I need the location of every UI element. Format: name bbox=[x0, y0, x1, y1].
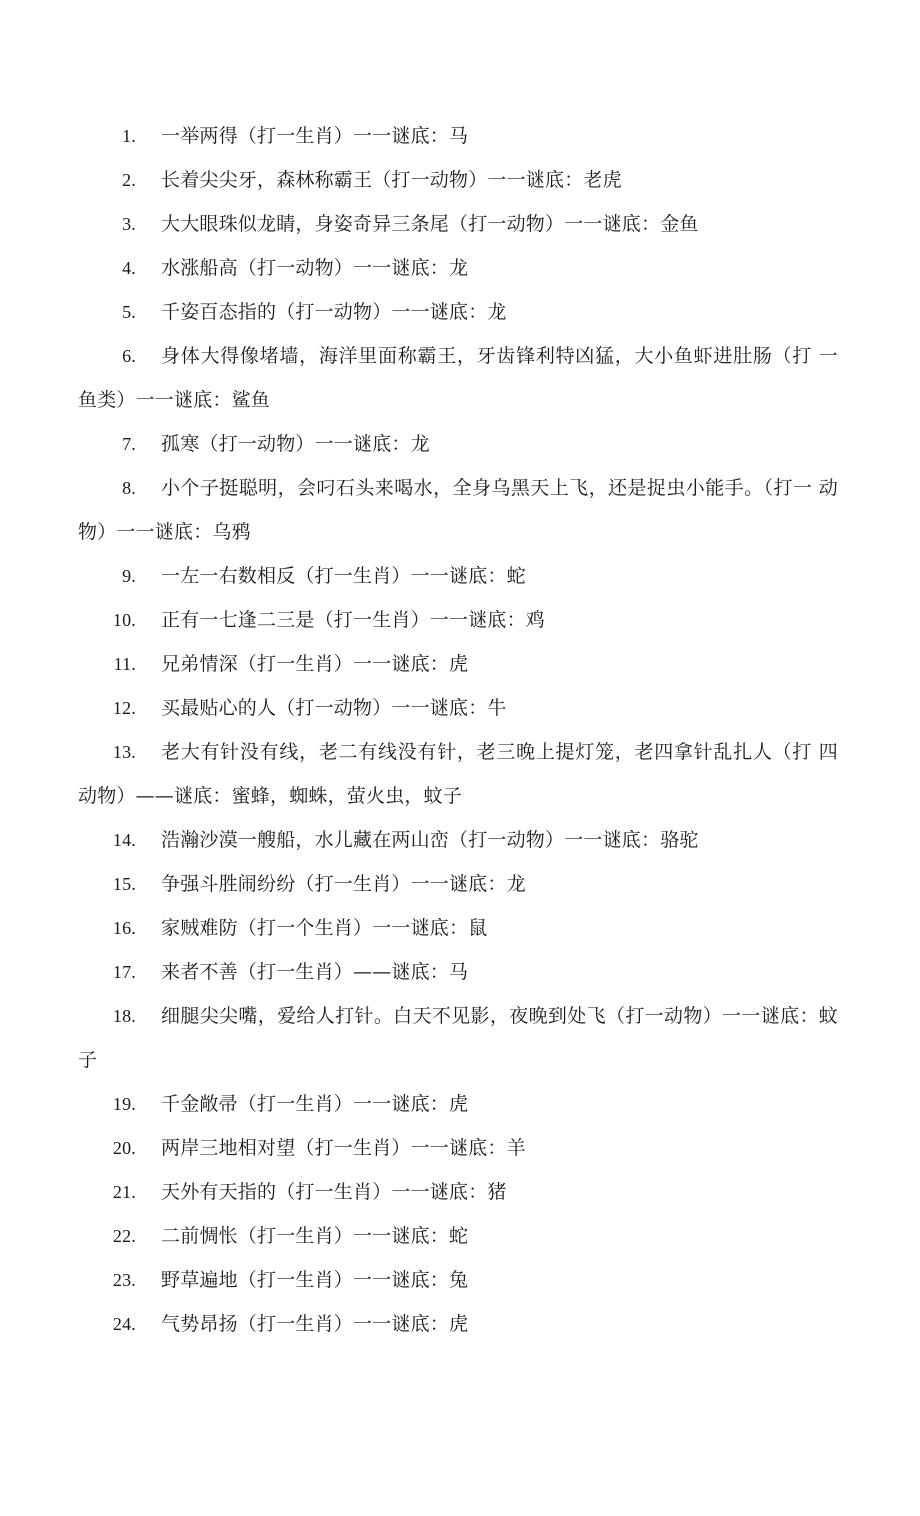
list-item bbox=[78, 686, 838, 730]
riddle-text: 一举两得（打一生肖）一一谜底：马 bbox=[161, 125, 469, 147]
list-item bbox=[78, 730, 838, 818]
item-number: 4. bbox=[122, 258, 136, 278]
item-number: 21. bbox=[112, 1182, 136, 1202]
list-item bbox=[78, 422, 838, 466]
riddle-text: 两岸三地相对望（打一生肖）一一谜底：羊 bbox=[161, 1137, 526, 1159]
riddle-text: 野草遍地（打一生肖）一一谜底：兔 bbox=[161, 1269, 469, 1291]
riddle-text: 争强斗胜闹纷纷（打一生肖）一一谜底：龙 bbox=[161, 873, 526, 895]
item-number: 23. bbox=[112, 1270, 136, 1290]
item-number: 5. bbox=[122, 302, 136, 322]
list-item bbox=[78, 1082, 838, 1126]
item-number: 9. bbox=[122, 566, 136, 586]
list-item bbox=[78, 334, 838, 422]
riddle-text: 家贼难防（打一个生肖）一一谜底：鼠 bbox=[161, 917, 488, 939]
riddle-text: 一左一右数相反（打一生肖）一一谜底：蛇 bbox=[161, 565, 526, 587]
item-number: 10. bbox=[112, 610, 136, 630]
riddle-text: 大大眼珠似龙睛，身姿奇异三条尾（打一动物）一一谜底：金鱼 bbox=[161, 213, 699, 235]
list-item bbox=[78, 290, 838, 334]
list-item bbox=[78, 466, 838, 554]
list-item bbox=[78, 818, 838, 862]
item-number: 14. bbox=[112, 830, 136, 850]
item-number: 15. bbox=[112, 874, 136, 894]
item-number: 18. bbox=[112, 1006, 136, 1026]
riddle-text: 气势昂扬（打一生肖）一一谜底：虎 bbox=[161, 1313, 469, 1335]
riddle-text: 老大有针没有线，老二有线没有针，老三晚上提灯笼，老四拿针乱扎人（打 四动物）——谜底：蜜蜂，蜘蛛，萤火虫，蚊子 bbox=[78, 741, 838, 807]
list-item bbox=[78, 994, 838, 1082]
riddle-text: 千姿百态指的（打一动物）一一谜底：龙 bbox=[161, 301, 507, 323]
item-number: 11. bbox=[113, 654, 136, 674]
riddle-text: 兄弟情深（打一生肖）一一谜底：虎 bbox=[161, 653, 469, 675]
riddle-text: 孤寒（打一动物）一一谜底：龙 bbox=[161, 433, 430, 455]
item-number: 24. bbox=[112, 1314, 136, 1334]
list-item bbox=[78, 642, 838, 686]
list-item bbox=[78, 114, 838, 158]
list-item bbox=[78, 1302, 838, 1346]
riddle-text: 小个子挺聪明，会叼石头来喝水，全身乌黑天上飞，还是捉虫小能手。（打一 动物）一一谜底：乌鸦 bbox=[78, 477, 838, 543]
item-number: 22. bbox=[112, 1226, 136, 1246]
riddle-text: 买最贴心的人（打一动物）一一谜底：牛 bbox=[161, 697, 507, 719]
list-item bbox=[78, 202, 838, 246]
riddle-text: 二前惆怅（打一生肖）一一谜底：蛇 bbox=[161, 1225, 469, 1247]
list-item bbox=[78, 1258, 838, 1302]
list-item bbox=[78, 862, 838, 906]
list-item bbox=[78, 906, 838, 950]
item-number: 12. bbox=[112, 698, 136, 718]
riddle-text: 细腿尖尖嘴，爱给人打针。白天不见影，夜晚到处飞（打一动物）一一谜底：蚊子 bbox=[78, 1005, 838, 1071]
item-number: 16. bbox=[112, 918, 136, 938]
riddle-text: 千金敞帚（打一生肖）一一谜底：虎 bbox=[161, 1093, 469, 1115]
list-item bbox=[78, 1214, 838, 1258]
item-number: 17. bbox=[112, 962, 136, 982]
riddle-text: 浩瀚沙漠一艘船，水儿藏在两山峦（打一动物）一一谜底：骆驼 bbox=[161, 829, 699, 851]
riddle-text: 身体大得像堵墙，海洋里面称霸王，牙齿锋利特凶猛，大小鱼虾进肚肠（打 一鱼类）一一谜底：鲨鱼 bbox=[78, 345, 838, 411]
item-number: 13. bbox=[112, 742, 136, 762]
list-item bbox=[78, 1170, 838, 1214]
riddle-text: 水涨船高（打一动物）一一谜底：龙 bbox=[161, 257, 469, 279]
list-item bbox=[78, 246, 838, 290]
riddle-text: 长着尖尖牙，森林称霸王（打一动物）一一谜底：老虎 bbox=[161, 169, 622, 191]
item-number: 2. bbox=[122, 170, 136, 190]
list-item bbox=[78, 554, 838, 598]
riddle-list bbox=[78, 114, 838, 1346]
riddle-text: 天外有天指的（打一生肖）一一谜底：猪 bbox=[161, 1181, 507, 1203]
list-item bbox=[78, 950, 838, 994]
list-item bbox=[78, 598, 838, 642]
item-number: 20. bbox=[112, 1138, 136, 1158]
list-item bbox=[78, 158, 838, 202]
item-number: 19. bbox=[112, 1094, 136, 1114]
item-number: 6. bbox=[122, 346, 136, 366]
list-item bbox=[78, 1126, 838, 1170]
item-number: 3. bbox=[122, 214, 136, 234]
riddle-text: 来者不善（打一生肖）——谜底：马 bbox=[161, 961, 469, 983]
item-number: 8. bbox=[122, 478, 136, 498]
item-number: 7. bbox=[122, 434, 136, 454]
item-number: 1. bbox=[122, 126, 136, 146]
riddle-text: 正有一七逢二三是（打一生肖）一一谜底：鸡 bbox=[161, 609, 546, 631]
